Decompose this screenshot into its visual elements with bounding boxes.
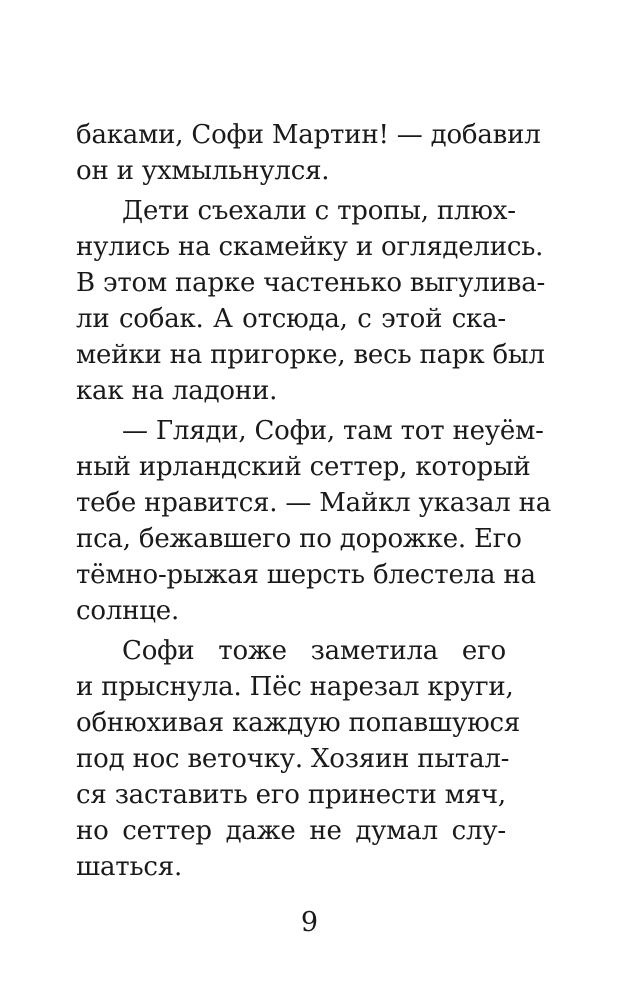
- text-line: Софи тоже заметила его: [122, 636, 506, 666]
- text-line: пса, бежавшего по дорожке. Его: [76, 524, 522, 554]
- text-line: и прыснула. Пёс нарезал круги,: [76, 672, 514, 702]
- text-line: мейки на пригорке, весь парк был: [76, 340, 545, 370]
- page-number: 9: [300, 907, 319, 938]
- text-line: но сеттер даже не думал слу-: [76, 816, 506, 846]
- text-line: ный ирландский сеттер, который: [76, 452, 531, 482]
- text-line: бакaми, Софи Мартин! — добавил: [76, 120, 541, 150]
- text-line: — Гляди, Софи, там тот неуём-: [122, 416, 544, 446]
- text-line: тёмно-рыжая шерсть блестела на: [76, 560, 536, 590]
- text-line: В этом парке частенько выгулива-: [76, 268, 546, 298]
- text-line: шаться.: [76, 852, 183, 882]
- text-line: ли собак. А отсюда, с этой ска-: [76, 304, 506, 334]
- text-line: солнце.: [76, 596, 180, 626]
- text-line: ся заставить его принести мяч,: [76, 780, 506, 810]
- text-line: как на ладони.: [76, 376, 278, 406]
- text-line: Дети съехали с тропы, плюх-: [122, 196, 516, 226]
- text-line: под нос веточку. Хозяин пытал-: [76, 744, 510, 774]
- text-line: тебе нравится. — Майкл указал на: [76, 488, 552, 518]
- text-line: нулись на скамейку и огляделись.: [76, 232, 544, 262]
- text-line: он и ухмыльнулся.: [76, 156, 330, 186]
- text-line: обнюхивая каждую попавшуюся: [76, 708, 521, 738]
